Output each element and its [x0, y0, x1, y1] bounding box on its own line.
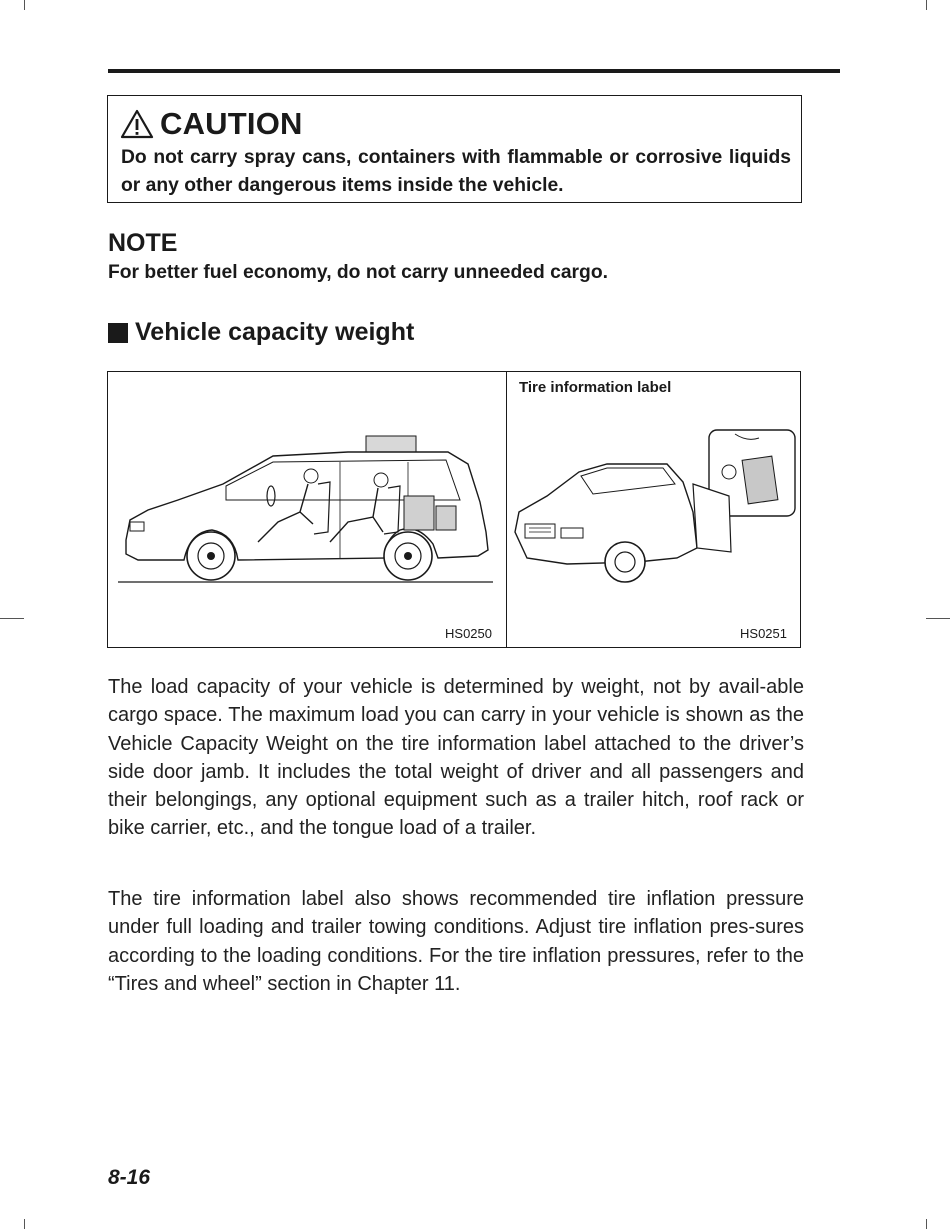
crop-mark-right	[926, 618, 950, 619]
caution-header	[120, 106, 303, 142]
warning-triangle-icon	[120, 109, 154, 139]
section-title: Vehicle capacity weight	[135, 318, 415, 346]
body-paragraph-1: The load capacity of your vehicle is determined by weight, not by avail-able cargo space. The maximum load you can carry in your vehicle is shown as the Vehicle Capacity Weight on the tire information label attached to the driver’s side door jamb. It includes the total weight of driver and all passengers and their belongings, any optional equipment such as a trailer hitch, roof rack or bike carrier, etc., and the tongue load of a trailer.	[108, 676, 804, 840]
figure-right-panel	[507, 372, 801, 647]
tire-label-caption: Tire information label	[519, 379, 672, 396]
figure-left-panel	[108, 372, 506, 647]
figure-right-code: HS0251	[740, 626, 787, 641]
crop-mark-top-right	[926, 0, 927, 10]
page-number: 8-16	[108, 1166, 151, 1189]
vehicle-side-cutaway-illustration	[108, 372, 506, 647]
note-title: NOTE	[108, 229, 178, 257]
body-paragraph-2: The tire information label also shows recommended tire inflation pressure under full loading and trailer towing conditions. Adjust tire inflation pres-sures according to the loading conditions. For the tire inflation pressures, refer to the “Tires and wheel” section in Chapter 11.	[108, 888, 804, 995]
caution-box	[107, 95, 802, 203]
crop-mark-bottom-right	[926, 1219, 927, 1229]
figure-left-code: HS0250	[445, 626, 492, 641]
section-bullet-icon	[108, 323, 128, 343]
note-text: For better fuel economy, do not carry unneeded cargo.	[108, 262, 608, 283]
crop-mark-bottom-left	[24, 1219, 25, 1229]
crop-mark-left	[0, 618, 24, 619]
header-rule	[108, 69, 840, 73]
section-heading	[108, 318, 414, 347]
crop-mark-top-left	[24, 0, 25, 10]
figure-frame	[107, 371, 801, 648]
vehicle-open-door-illustration	[507, 372, 801, 647]
caution-title: CAUTION	[160, 106, 303, 141]
caution-text: Do not carry spray cans, containers with flammable or corrosive liquids or any other dangerous items inside the vehicle.	[121, 147, 791, 196]
